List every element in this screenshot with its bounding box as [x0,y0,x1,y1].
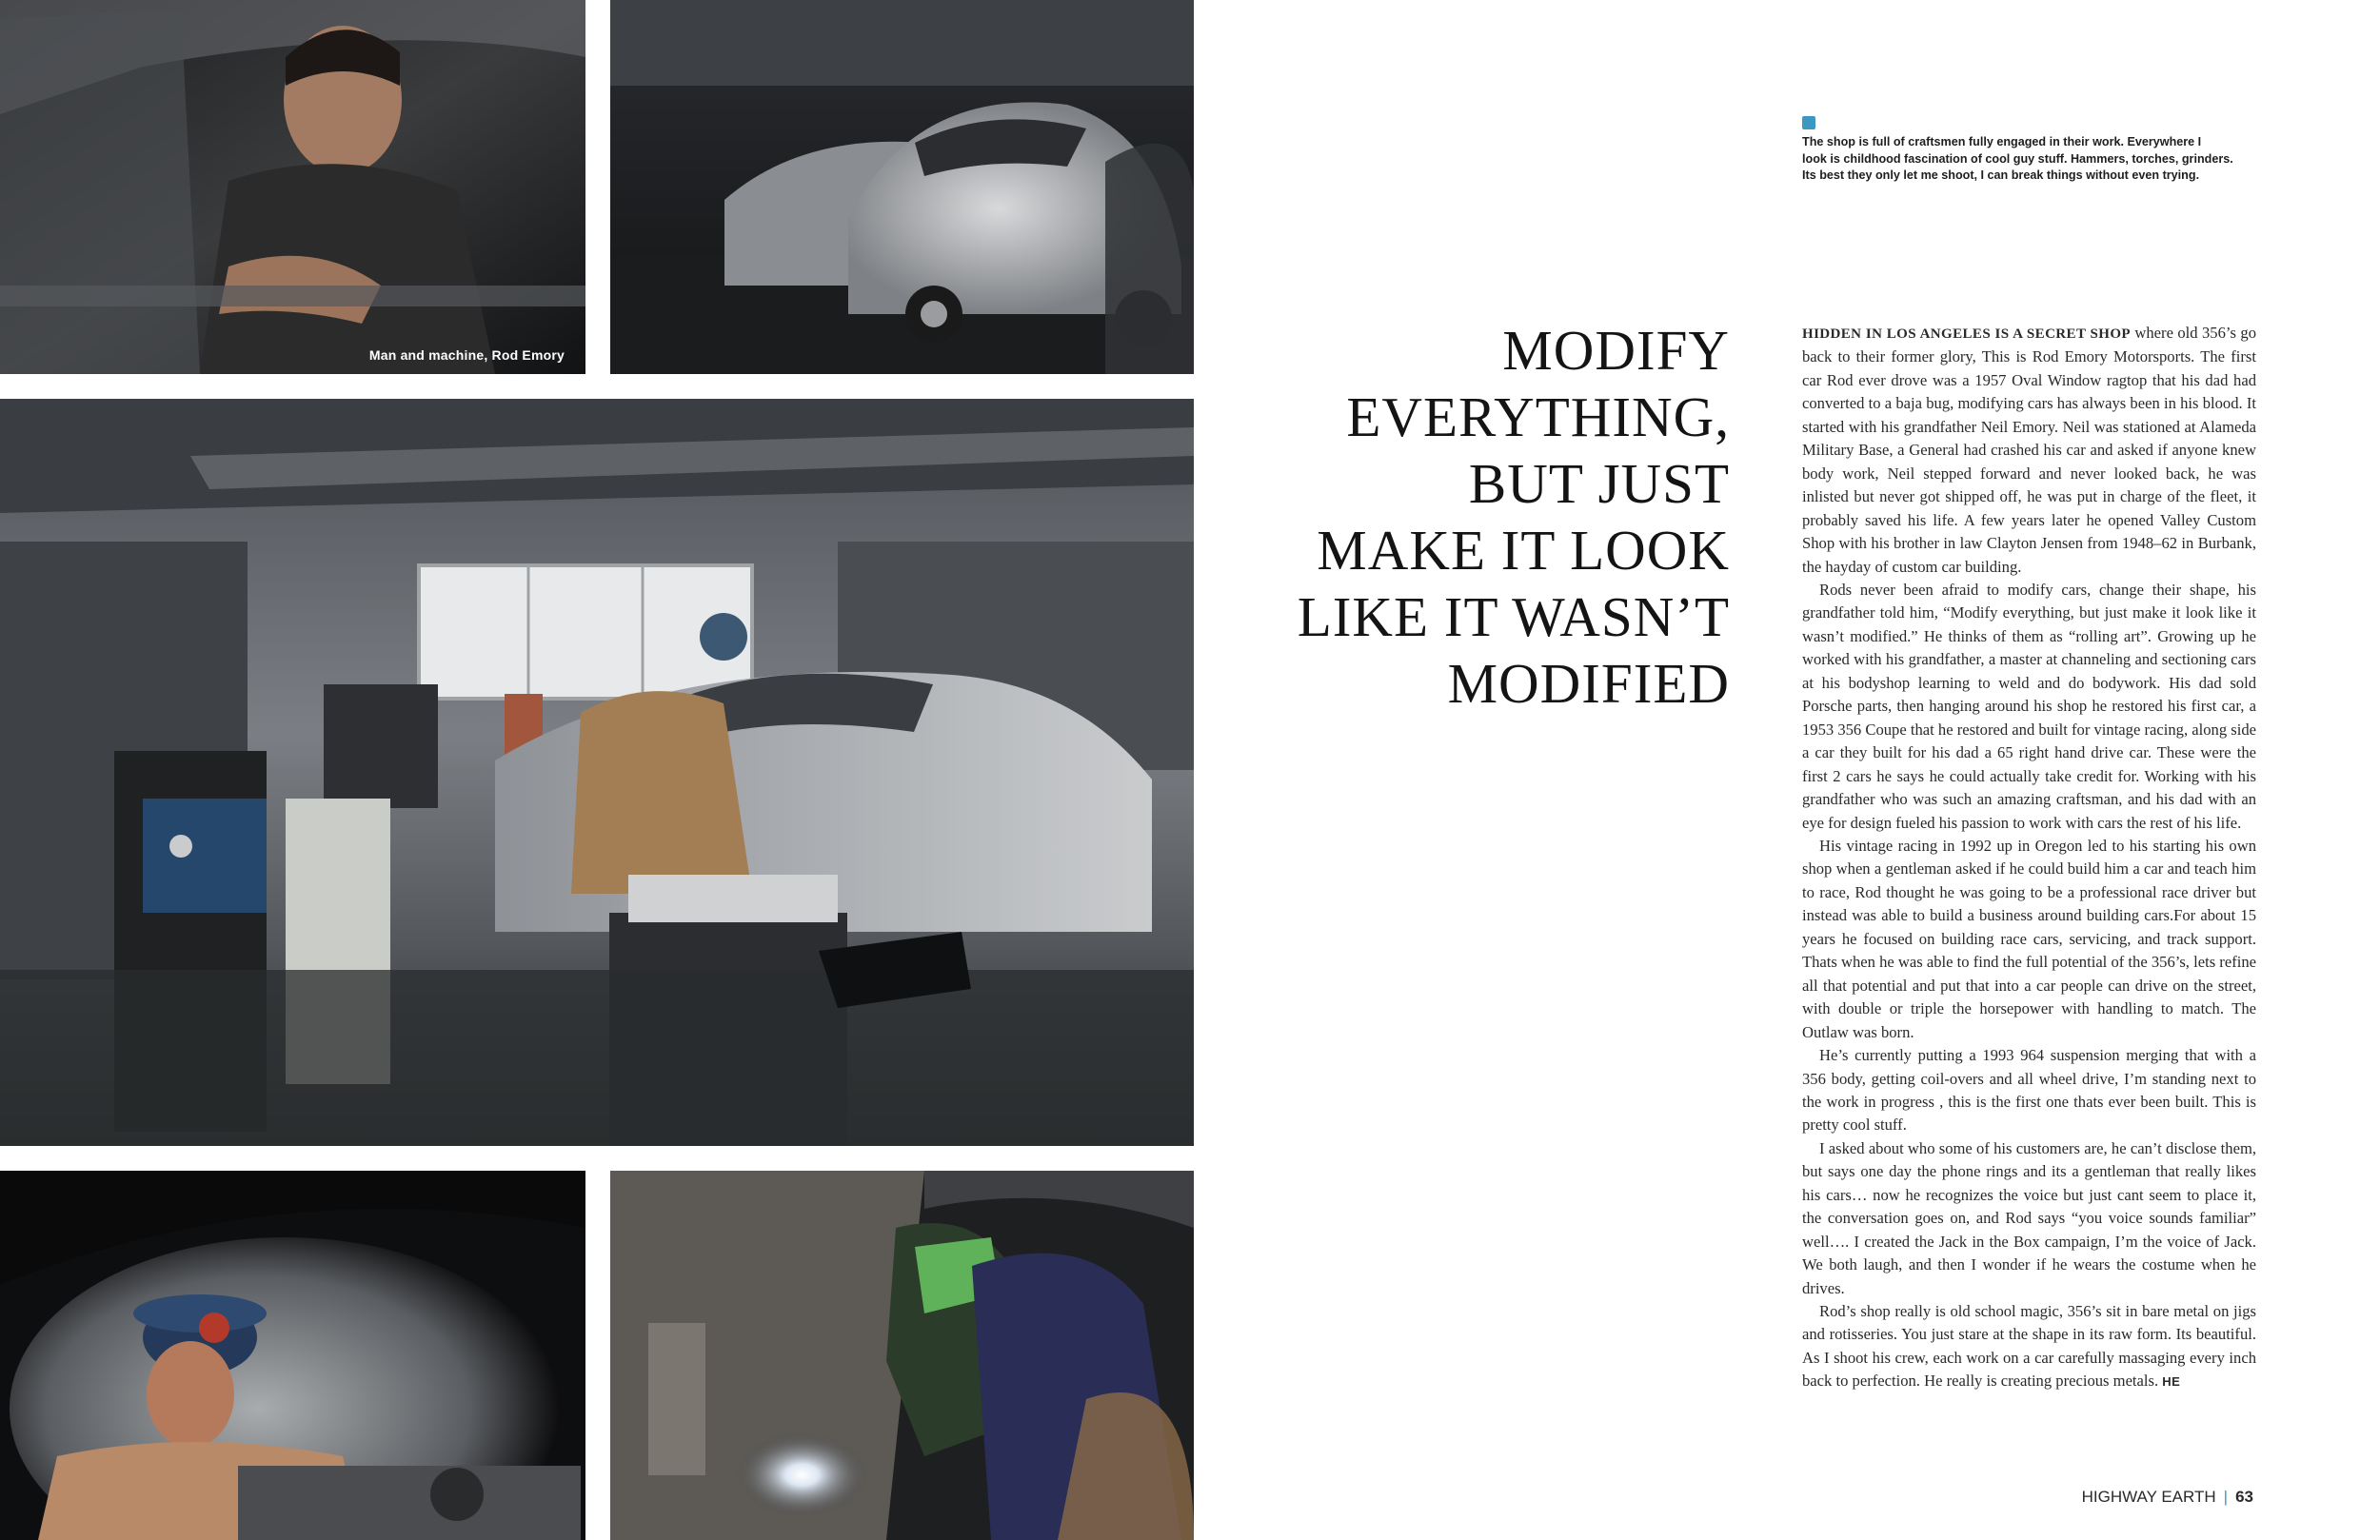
photo-garage [0,399,1194,1146]
sidenote [1802,134,2278,185]
article-body [1802,322,2256,1394]
article-paragraph-text: Rod’s shop really is old school magic, 356’s sit in bare metal on jigs and rotisseries. You just stare at the shape in its raw form. Its beautiful. As I shoot his crew, each work on a car carefully massaging every inch back to perfection. He really is creating precious metals. [1802,1302,2256,1391]
headline-line: BUT JUST [1468,452,1730,515]
headline-line: MODIFIED [1447,652,1730,715]
article-paragraph [1802,322,2256,579]
article-paragraph-text: where old 356’s go back to their former glory, This is Rod Emory Motorsports. The first car Rod ever drove was a 1957 Oval Window ragtop that his dad had converted to a baja bug, modifying cars has always been in his blood. It started with his grandfather Neil Emory. Neil was stationed at Alameda Military Base, a General had crashed his car and asked if anyone knew body work, Neil stepped forward and never looked back, he was inlisted but never got shipped off, he was put in charge of the fleet, it probably saved his life. A few years later he opened Valley Custom Shop with his brother in law Clayton Jensen from 1948–62 in Burbank, the hayday of custom car building. [1802,324,2257,576]
article-lead: HIDDEN IN LOS ANGELES IS A SECRET SHOP [1802,326,2131,342]
sidenote-line: Its best they only let me shoot, I can break things without even trying. [1802,168,2200,182]
garage-image [0,399,1194,1146]
portrait-caption: Man and machine, Rod Emory [368,347,565,363]
folio [2082,1488,2253,1507]
end-mark: HE [2162,1374,2181,1390]
publication-name: HIGHWAY EARTH [2081,1488,2216,1506]
folio-separator: | [2223,1488,2229,1506]
headline [1273,317,1730,717]
article-paragraph: His vintage racing in 1992 up in Oregon led to his starting his own shop when a gentleman asked if he could build him a car and teach him to race, Rod thought he was going to be a professional race driver but instead was able to build a business around building cars.For about 15 years he focused on building race cars, servicing, and track support. Thats when he was able to find the full potential of the 356’s, lets refine all that potential and put that into a car people can drive on the street, with double or triple the horsepower with handling to match. The Outlaw was born. [1802,836,2256,1041]
article-paragraph: He’s currently putting a 1993 964 suspension merging that with a 356 body, getting coil-overs and all wheel drive, I’m standing next to the work in progress , this is the first one thats ever been built. This is pretty cool stuff. [1802,1046,2256,1135]
headline-line: MODIFY [1502,319,1730,382]
page-number: 63 [2235,1488,2253,1506]
sidenote-marker [1802,116,1815,129]
article-paragraph: Rods never been afraid to modify cars, change their shape, his grandfather told him, “Modify everything, but just make it look like it wasn’t modified.” He thinks of them as “rolling art”. Growing up he worked with his grandfather, a master at channeling and sectioning cars at his bodyshop learning to weld and do bodywork. His dad sold Porsche parts, then hanging around his shop he restored his first car, a 1953 356 Coupe that he restored and built for vintage racing, along side a car they built for his dad a 65 right hand drive car. These were the first 2 cars he says he could actually take credit for. Working with his grandfather who was such an amazing craftsman, and his dad with an eye for design fueled his passion to work with cars the rest of his life. [1802,580,2256,832]
photo-portrait [0,0,585,374]
photo-mechanic [0,1171,585,1540]
photo-welder [610,1171,1194,1540]
mechanic-image [0,1171,585,1540]
porsche-image [610,0,1194,374]
article-paragraph [1802,1300,2256,1394]
sidenote-line: The shop is full of craftsmen fully engaged in their work. Everywhere I [1802,135,2202,148]
headline-line: MAKE IT LOOK [1317,519,1730,582]
portrait-image [0,0,585,374]
welder-image [610,1171,1194,1540]
article-paragraph: I asked about who some of his customers are, he can’t disclose them, but says one day the phone rings and its a gentleman that really likes his cars… now he recognizes the voice but just cant seem to place it, the conversation goes on, and Rod says “you voice sounds familiar” well…. I created the Jack in the Box campaign, I’m the voice of Jack. We both laugh, and then I wonder if he wears the costume when he drives. [1802,1138,2256,1297]
headline-line: LIKE IT WASN’T [1297,585,1730,648]
photo-porsche [610,0,1194,374]
sidenote-line: look is childhood fascination of cool guy stuff. Hammers, torches, grinders. [1802,151,2233,166]
headline-line: EVERYTHING, [1346,385,1730,448]
